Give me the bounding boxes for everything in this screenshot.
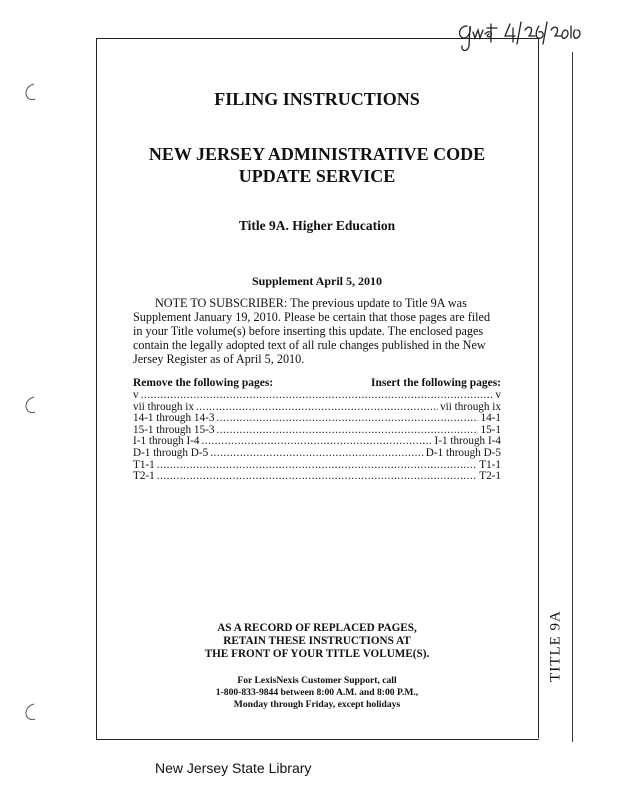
library-stamp: New Jersey State Library (155, 760, 312, 776)
remove-pages-header: Remove the following pages: (133, 377, 274, 389)
leader-dots (157, 460, 478, 472)
leader-dots (202, 436, 433, 448)
record-line: RETAIN THESE INSTRUCTIONS AT (223, 635, 411, 647)
insert-cell: v (495, 389, 501, 401)
title-section: Title 9A. Higher Education (238, 218, 396, 233)
code-title-line2: UPDATE SERVICE (238, 166, 396, 186)
remove-cell: 15-1 through 15-3 (133, 423, 215, 436)
insert-cell: I-1 through I-4 (434, 435, 501, 448)
support-line: 1-800-833-9844 between 8:00 A.M. and 8:00 P.M., (215, 687, 419, 698)
note-line: in your Title volume(s) before inserting this update. The enclosed pages (133, 324, 484, 338)
insert-cell: 15-1 (480, 423, 501, 436)
remove-cell: T1-1 (133, 458, 155, 471)
support-line: Monday through Friday, except holidays (233, 699, 401, 710)
note-line: contain the legally adopted text of all rule changes published in the New (133, 338, 486, 352)
table-row (133, 460, 501, 472)
punch-hole-middle (22, 395, 36, 415)
note-line: Supplement January 19, 2010. Please be certain that those pages are filed (133, 310, 491, 324)
table-row (133, 390, 501, 402)
pages-table-header (133, 377, 501, 389)
note-line: Jersey Register as of April 5, 2010. (133, 352, 305, 366)
punch-hole-top (22, 82, 36, 102)
title-tab-label: TITLE 9A (547, 610, 564, 682)
customer-support (96, 675, 538, 711)
leader-dots (141, 390, 494, 402)
table-row (133, 471, 501, 483)
remove-cell: T2-1 (133, 470, 155, 483)
remove-cell: 14-1 through 14-3 (133, 412, 215, 425)
leader-dots (210, 448, 424, 460)
remove-cell: vii through ix (133, 400, 194, 413)
insert-pages-header: Insert the following pages: (370, 377, 501, 389)
insert-cell: T2-1 (479, 470, 501, 483)
record-line: THE FRONT OF YOUR TITLE VOLUME(S). (204, 648, 430, 660)
pages-table (133, 390, 501, 483)
insert-cell: T1-1 (479, 458, 501, 471)
record-instructions (96, 622, 538, 661)
supplement-date: Supplement April 5, 2010 (251, 274, 383, 288)
code-title (96, 143, 538, 187)
code-title-line1: NEW JERSEY ADMINISTRATIVE CODE (148, 144, 486, 164)
leader-dots (157, 471, 478, 483)
insert-cell: 14-1 (480, 412, 501, 425)
leader-dots (216, 413, 478, 425)
record-line: AS A RECORD OF REPLACED PAGES, (217, 622, 417, 634)
insert-cell: vii through ix (440, 400, 501, 413)
insert-cell: D-1 through D-5 (425, 446, 501, 459)
page-title: FILING INSTRUCTIONS (214, 89, 420, 109)
remove-cell: D-1 through D-5 (133, 446, 209, 459)
leader-dots (196, 402, 438, 414)
remove-cell: v (133, 389, 139, 401)
table-row (133, 448, 501, 460)
subscriber-note (133, 296, 501, 366)
remove-cell: I-1 through I-4 (133, 435, 200, 448)
punch-hole-bottom (22, 702, 36, 722)
tab-edge-line (572, 52, 573, 742)
note-line: NOTE TO SUBSCRIBER: The previous update to Title 9A was (155, 296, 467, 310)
support-line: For LexisNexis Customer Support, call (237, 675, 397, 686)
